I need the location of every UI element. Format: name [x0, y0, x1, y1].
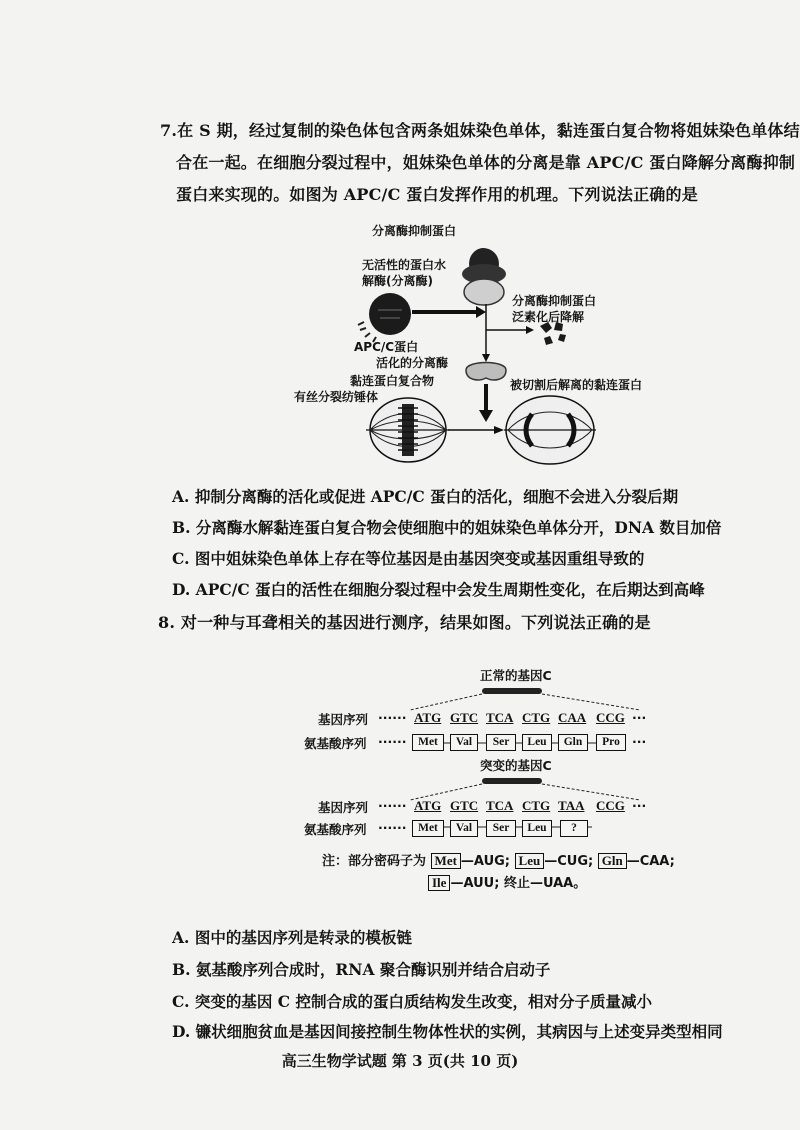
mutant-amino-acid: Val — [450, 820, 478, 837]
q8-option-b[interactable]: B. 氨基酸序列合成时，RNA 聚合酶识别并结合启动子 — [172, 960, 551, 979]
label-active-separase: 活化的分离酶 — [376, 356, 449, 370]
normal-amino-acid: Met — [412, 734, 444, 751]
codon-note-ile-code: —AUU; 终止—UAA。 — [450, 876, 587, 891]
mutant-codon: ATG — [414, 798, 442, 813]
normal-gene-title: 正常的基因C — [480, 668, 552, 683]
metaphase-cell — [366, 398, 450, 462]
normal-codon: CAA — [558, 710, 587, 725]
normal-amino-acid: Leu — [522, 734, 552, 751]
q8-option-d[interactable]: D. 镰状细胞贫血是基因间接控制生物体性状的实例，其病因与上述变异类型相同 — [172, 1022, 723, 1041]
mutant-codon: TAA — [558, 798, 585, 813]
codon-note-ile: Ile — [428, 875, 450, 891]
mutant-amino-acid-unknown: ? — [560, 820, 588, 837]
mutant-gene-title: 突变的基因C — [480, 758, 552, 773]
mutant-amino-acid: Met — [412, 820, 444, 837]
anaphase-cell — [504, 396, 596, 464]
normal-codon: CCG — [596, 710, 625, 725]
mutant-codon: CCG — [596, 798, 625, 813]
q8-option-c[interactable]: C. 突变的基因 C 控制合成的蛋白质结构发生改变，相对分子质量减小 — [172, 992, 652, 1011]
mutant-chromosome — [482, 778, 542, 784]
label-inactive-2: 解酶(分离酶) — [362, 274, 433, 288]
normal-codon: CTG — [522, 710, 551, 725]
active-separase — [466, 363, 506, 380]
page-footer: 高三生物学试题 第 3 页(共 10 页) — [281, 1052, 519, 1070]
q7-option-a[interactable]: A. 抑制分离酶的活化或促进 APC/C 蛋白的活化，细胞不会进入分裂后期 — [172, 487, 679, 506]
q8-stem: 8. 对一种与耳聋相关的基因进行测序，结果如图。下列说法正确的是 — [158, 613, 651, 632]
codon-note-line-1 — [322, 850, 675, 869]
label-spindle: 有丝分裂纺锤体 — [294, 390, 379, 404]
q7-stem-line-1: 7.在 S 期，经过复制的染色体包含两条姐妹染色单体，黏连蛋白复合物将姐妹染色单体结 — [160, 121, 800, 140]
label-apcc: APC/C蛋白 — [354, 340, 419, 354]
mutant-aa-seq-label: 氨基酸序列 — [304, 822, 367, 837]
normal-gene-seq-dots-end: ··· — [632, 710, 647, 725]
mutant-gene-seq-dots-end: ··· — [632, 798, 647, 813]
normal-codon: GTC — [450, 710, 479, 725]
normal-codon: TCA — [486, 710, 514, 725]
q7-stem-line-3: 蛋白来实现的。如图为 APC/C 蛋白发挥作用的机理。下列说法正确的是 — [176, 185, 698, 204]
normal-aa-seq-dots: ······ — [378, 734, 407, 749]
codon-note-line-2 — [428, 872, 586, 891]
mutant-gene-seq-label: 基因序列 — [318, 800, 369, 815]
q7-stem-line-2: 合在一起。在细胞分裂过程中，姐妹染色单体的分离是靠 APC/C 蛋白降解分离酶抑制 — [176, 153, 796, 172]
q7-figure — [280, 218, 643, 476]
normal-chromosome — [482, 688, 542, 694]
codon-note-gln-code: —CAA; — [626, 854, 675, 869]
normal-gene-seq-label: 基因序列 — [318, 712, 369, 727]
normal-amino-acid: Gln — [558, 734, 588, 751]
mutant-gene-seq-dots: ······ — [378, 798, 407, 813]
mutant-codon: CTG — [522, 798, 551, 813]
label-inactive-1: 无活性的蛋白水 — [362, 258, 447, 272]
normal-amino-acid: Val — [450, 734, 478, 751]
mutant-codon: GTC — [450, 798, 479, 813]
codon-note-met-code: —AUG; — [460, 854, 511, 869]
mutant-codon: TCA — [486, 798, 514, 813]
codon-note-gln: Gln — [598, 853, 627, 869]
normal-amino-acid: Ser — [486, 734, 516, 751]
mutant-amino-acid: Ser — [486, 820, 516, 837]
normal-aa-seq-label: 氨基酸序列 — [304, 736, 367, 751]
inactive-separase — [464, 279, 504, 305]
label-cleaved-cohesin: 被切割后解离的黏连蛋白 — [510, 378, 643, 392]
codon-note-leu: Leu — [515, 853, 545, 869]
normal-codon: ATG — [414, 710, 442, 725]
mutant-amino-acid: Leu — [522, 820, 552, 837]
q7-option-b[interactable]: B. 分离酶水解黏连蛋白复合物会使细胞中的姐妹染色单体分开，DNA 数目加倍 — [172, 518, 722, 537]
codon-note-leu-code: —CUG; — [544, 854, 594, 869]
degraded-fragments — [540, 322, 566, 345]
label-degraded-1: 分离酶抑制蛋白 — [512, 294, 597, 308]
normal-aa-seq-dots-end: ··· — [632, 734, 647, 749]
label-inhibitor: 分离酶抑制蛋白 — [372, 224, 457, 238]
q7-option-d[interactable]: D. APC/C 蛋白的活性在细胞分裂过程中会发生周期性变化，在后期达到高峰 — [172, 580, 705, 599]
label-degraded-2: 泛素化后降解 — [512, 310, 585, 324]
mutant-aa-seq-dots: ······ — [378, 820, 407, 835]
normal-gene-seq-dots: ······ — [378, 710, 407, 725]
codon-note-met: Met — [431, 853, 461, 869]
codon-note-prefix: 注：部分密码子为 — [322, 854, 427, 869]
label-cohesin: 黏连蛋白复合物 — [350, 374, 435, 388]
q7-option-c[interactable]: C. 图中姐妹染色单体上存在等位基因是由基因突变或基因重组导致的 — [172, 549, 645, 568]
apcc-protein — [369, 293, 411, 335]
normal-amino-acid: Pro — [596, 734, 626, 751]
apcc-mechanism-diagram — [280, 218, 643, 476]
q8-figure — [300, 664, 675, 894]
q8-option-a[interactable]: A. 图中的基因序列是转录的模板链 — [172, 928, 412, 947]
